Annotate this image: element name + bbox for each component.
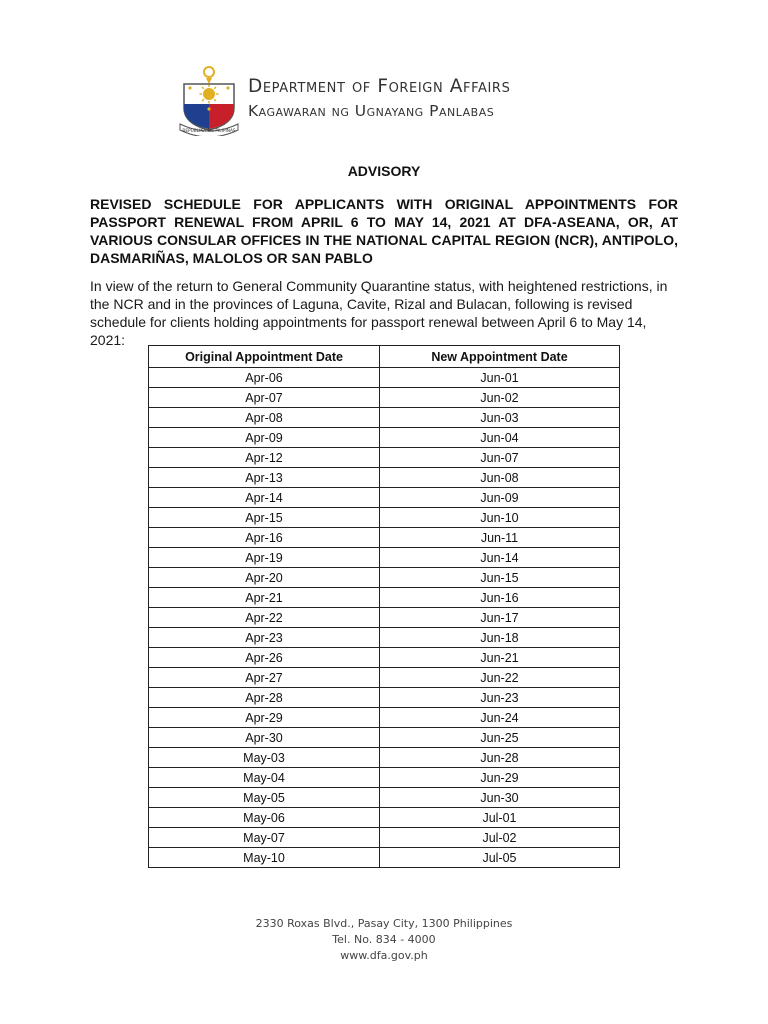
table-row — [149, 648, 620, 668]
original-date-cell: Apr-08 — [149, 408, 380, 428]
original-date-cell: May-10 — [149, 848, 380, 868]
table-row — [149, 568, 620, 588]
original-date-cell: Apr-20 — [149, 568, 380, 588]
original-date-cell: Apr-16 — [149, 528, 380, 548]
original-date-cell: Apr-19 — [149, 548, 380, 568]
new-date-cell: Jun-18 — [380, 628, 620, 648]
original-date-cell: May-06 — [149, 808, 380, 828]
original-date-cell: Apr-27 — [149, 668, 380, 688]
original-date-cell: Apr-12 — [149, 448, 380, 468]
new-date-cell: Jun-02 — [380, 388, 620, 408]
original-date-cell: Apr-07 — [149, 388, 380, 408]
schedule-table-body — [149, 368, 620, 868]
new-date-cell: Jun-21 — [380, 648, 620, 668]
new-date-cell: Jun-03 — [380, 408, 620, 428]
original-date-cell: Apr-15 — [149, 508, 380, 528]
new-date-cell: Jul-05 — [380, 848, 620, 868]
footer-address: 2330 Roxas Blvd., Pasay City, 1300 Philippines — [255, 917, 513, 930]
table-row — [149, 708, 620, 728]
original-date-cell: Apr-26 — [149, 648, 380, 668]
table-row — [149, 548, 620, 568]
table-row — [149, 588, 620, 608]
table-row — [149, 528, 620, 548]
original-date-cell: May-04 — [149, 768, 380, 788]
table-row — [149, 788, 620, 808]
new-date-cell: Jun-17 — [380, 608, 620, 628]
table-row — [149, 808, 620, 828]
original-date-cell: Apr-23 — [149, 628, 380, 648]
original-date-cell: Apr-13 — [149, 468, 380, 488]
original-date-cell: May-07 — [149, 828, 380, 848]
original-date-cell: Apr-22 — [149, 608, 380, 628]
new-date-cell: Jun-10 — [380, 508, 620, 528]
original-date-cell: Apr-28 — [149, 688, 380, 708]
original-date-cell: Apr-30 — [149, 728, 380, 748]
original-date-header: Original Appointment Date — [149, 346, 380, 368]
table-row — [149, 768, 620, 788]
table-header-row — [149, 346, 620, 368]
original-date-cell: May-03 — [149, 748, 380, 768]
new-date-cell: Jun-28 — [380, 748, 620, 768]
advisory-subject: REVISED SCHEDULE FOR APPLICANTS WITH ORIGINAL APPOINTMENTS FOR PASSPORT RENEWAL FROM APRIL 6 TO MAY 14, 2021 AT DFA-ASEANA, OR, AT VARIOUS CONSULAR OFFICES IN THE NATIONAL CAPITAL REGION (NCR), ANTIPOLO, DASMARIÑAS, MALOLOS OR SAN PABLO — [90, 196, 678, 266]
original-date-cell: Apr-29 — [149, 708, 380, 728]
intro-paragraph: In view of the return to General Community Quarantine status, with heightened restrictions, in the NCR and in the provinces of Laguna, Cavite, Rizal and Bulacan, following is revised schedule for clients holding appointments for passport renewal between April 6 to May 14, 2021: — [90, 278, 668, 348]
new-date-cell: Jun-14 — [380, 548, 620, 568]
table-row — [149, 628, 620, 648]
new-date-cell: Jun-15 — [380, 568, 620, 588]
new-date-cell: Jun-07 — [380, 448, 620, 468]
new-date-cell: Jun-09 — [380, 488, 620, 508]
schedule-table — [148, 345, 620, 868]
new-date-header: New Appointment Date — [380, 346, 620, 368]
new-date-cell: Jun-01 — [380, 368, 620, 388]
new-date-cell: Jun-16 — [380, 588, 620, 608]
letterhead — [176, 64, 616, 136]
table-row — [149, 668, 620, 688]
table-row — [149, 408, 620, 428]
footer-website: www.dfa.gov.ph — [340, 949, 428, 962]
table-row — [149, 488, 620, 508]
table-row — [149, 828, 620, 848]
new-date-cell: Jun-08 — [380, 468, 620, 488]
table-row — [149, 728, 620, 748]
new-date-cell: Jun-29 — [380, 768, 620, 788]
new-date-cell: Jun-30 — [380, 788, 620, 808]
new-date-cell: Jun-04 — [380, 428, 620, 448]
new-date-cell: Jul-02 — [380, 828, 620, 848]
new-date-cell: Jun-22 — [380, 668, 620, 688]
original-date-cell: Apr-14 — [149, 488, 380, 508]
table-row — [149, 468, 620, 488]
table-row — [149, 848, 620, 868]
original-date-cell: Apr-21 — [149, 588, 380, 608]
table-row — [149, 688, 620, 708]
table-row — [149, 748, 620, 768]
original-date-cell: May-05 — [149, 788, 380, 808]
org-name-local: Kagawaran ng Ugnayang Panlabas — [248, 102, 495, 120]
table-row — [149, 508, 620, 528]
table-row — [149, 608, 620, 628]
table-row — [149, 428, 620, 448]
footer — [0, 916, 768, 964]
advisory-heading: ADVISORY — [347, 163, 421, 179]
new-date-cell: Jun-23 — [380, 688, 620, 708]
new-date-cell: Jun-24 — [380, 708, 620, 728]
new-date-cell: Jul-01 — [380, 808, 620, 828]
table-row — [149, 448, 620, 468]
seal-motto: REPUBLIKA NG PILIPINAS — [182, 129, 236, 135]
table-row — [149, 368, 620, 388]
dfa-seal-icon — [176, 64, 242, 136]
new-date-cell: Jun-11 — [380, 528, 620, 548]
table-row — [149, 388, 620, 408]
new-date-cell: Jun-25 — [380, 728, 620, 748]
original-date-cell: Apr-06 — [149, 368, 380, 388]
original-date-cell: Apr-09 — [149, 428, 380, 448]
org-name: Department of Foreign Affairs — [248, 76, 511, 97]
footer-tel: Tel. No. 834 - 4000 — [332, 933, 436, 946]
